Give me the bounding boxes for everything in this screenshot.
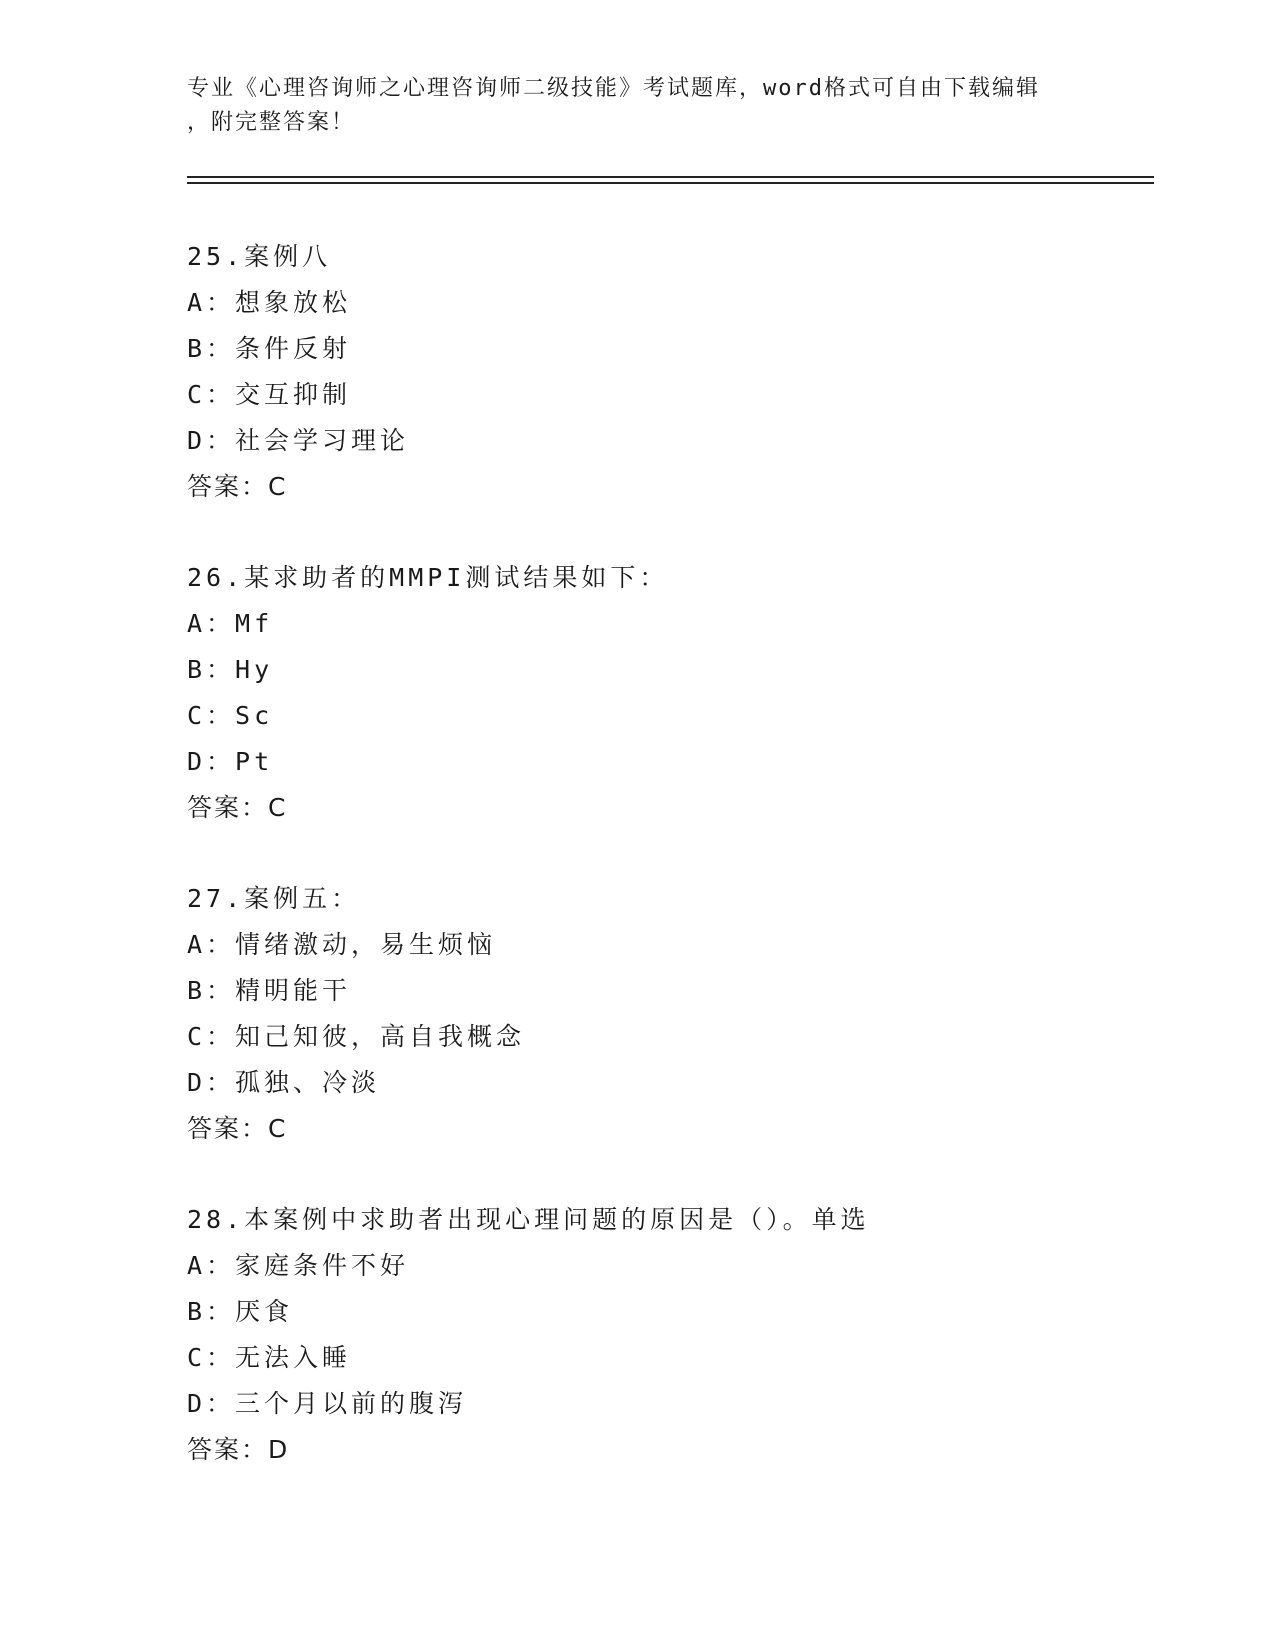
option-d: D：三个月以前的腹泻	[187, 1389, 468, 1418]
question-26	[187, 555, 1147, 831]
option-b: B：厌食	[187, 1297, 294, 1326]
header-divider-bottom	[187, 182, 1154, 184]
header-divider-top	[187, 176, 1154, 178]
question-list	[187, 234, 1147, 1518]
option-a: A：情绪激动，易生烦恼	[187, 930, 497, 959]
option-c: C：无法入睡	[187, 1343, 352, 1372]
answer-line: 答案：C	[187, 793, 288, 822]
answer-line: 答案：D	[187, 1435, 290, 1464]
option-c: C：知己知彼，高自我概念	[187, 1022, 526, 1051]
option-a: A：想象放松	[187, 288, 352, 317]
answer-line: 答案：C	[187, 1114, 288, 1143]
question-27	[187, 876, 1147, 1152]
document-header	[187, 72, 1067, 140]
question-stem: 28.本案例中求助者出现心理问题的原因是（）。单选	[187, 1205, 870, 1234]
question-stem: 25.案例八	[187, 242, 332, 271]
question-stem: 26.某求助者的MMPI测试结果如下：	[187, 563, 669, 592]
question-28	[187, 1197, 1147, 1473]
option-c: C：交互抑制	[187, 380, 352, 409]
option-b: B：Hy	[187, 655, 274, 684]
answer-line: 答案：C	[187, 472, 288, 501]
option-a: A：Mf	[187, 609, 274, 638]
option-d: D：社会学习理论	[187, 426, 410, 455]
header-line-2: ，附完整答案！	[187, 110, 356, 135]
option-d: D：孤独、冷淡	[187, 1068, 381, 1097]
question-25	[187, 234, 1147, 510]
option-d: D：Pt	[187, 747, 274, 776]
option-a: A：家庭条件不好	[187, 1251, 410, 1280]
option-b: B：条件反射	[187, 334, 352, 363]
option-c: C：Sc	[187, 701, 274, 730]
header-line-1: 专业《心理咨询师之心理咨询师二级技能》考试题库，word格式可自由下载编辑	[187, 76, 1040, 101]
question-stem: 27.案例五：	[187, 884, 361, 913]
option-b: B：精明能干	[187, 976, 352, 1005]
